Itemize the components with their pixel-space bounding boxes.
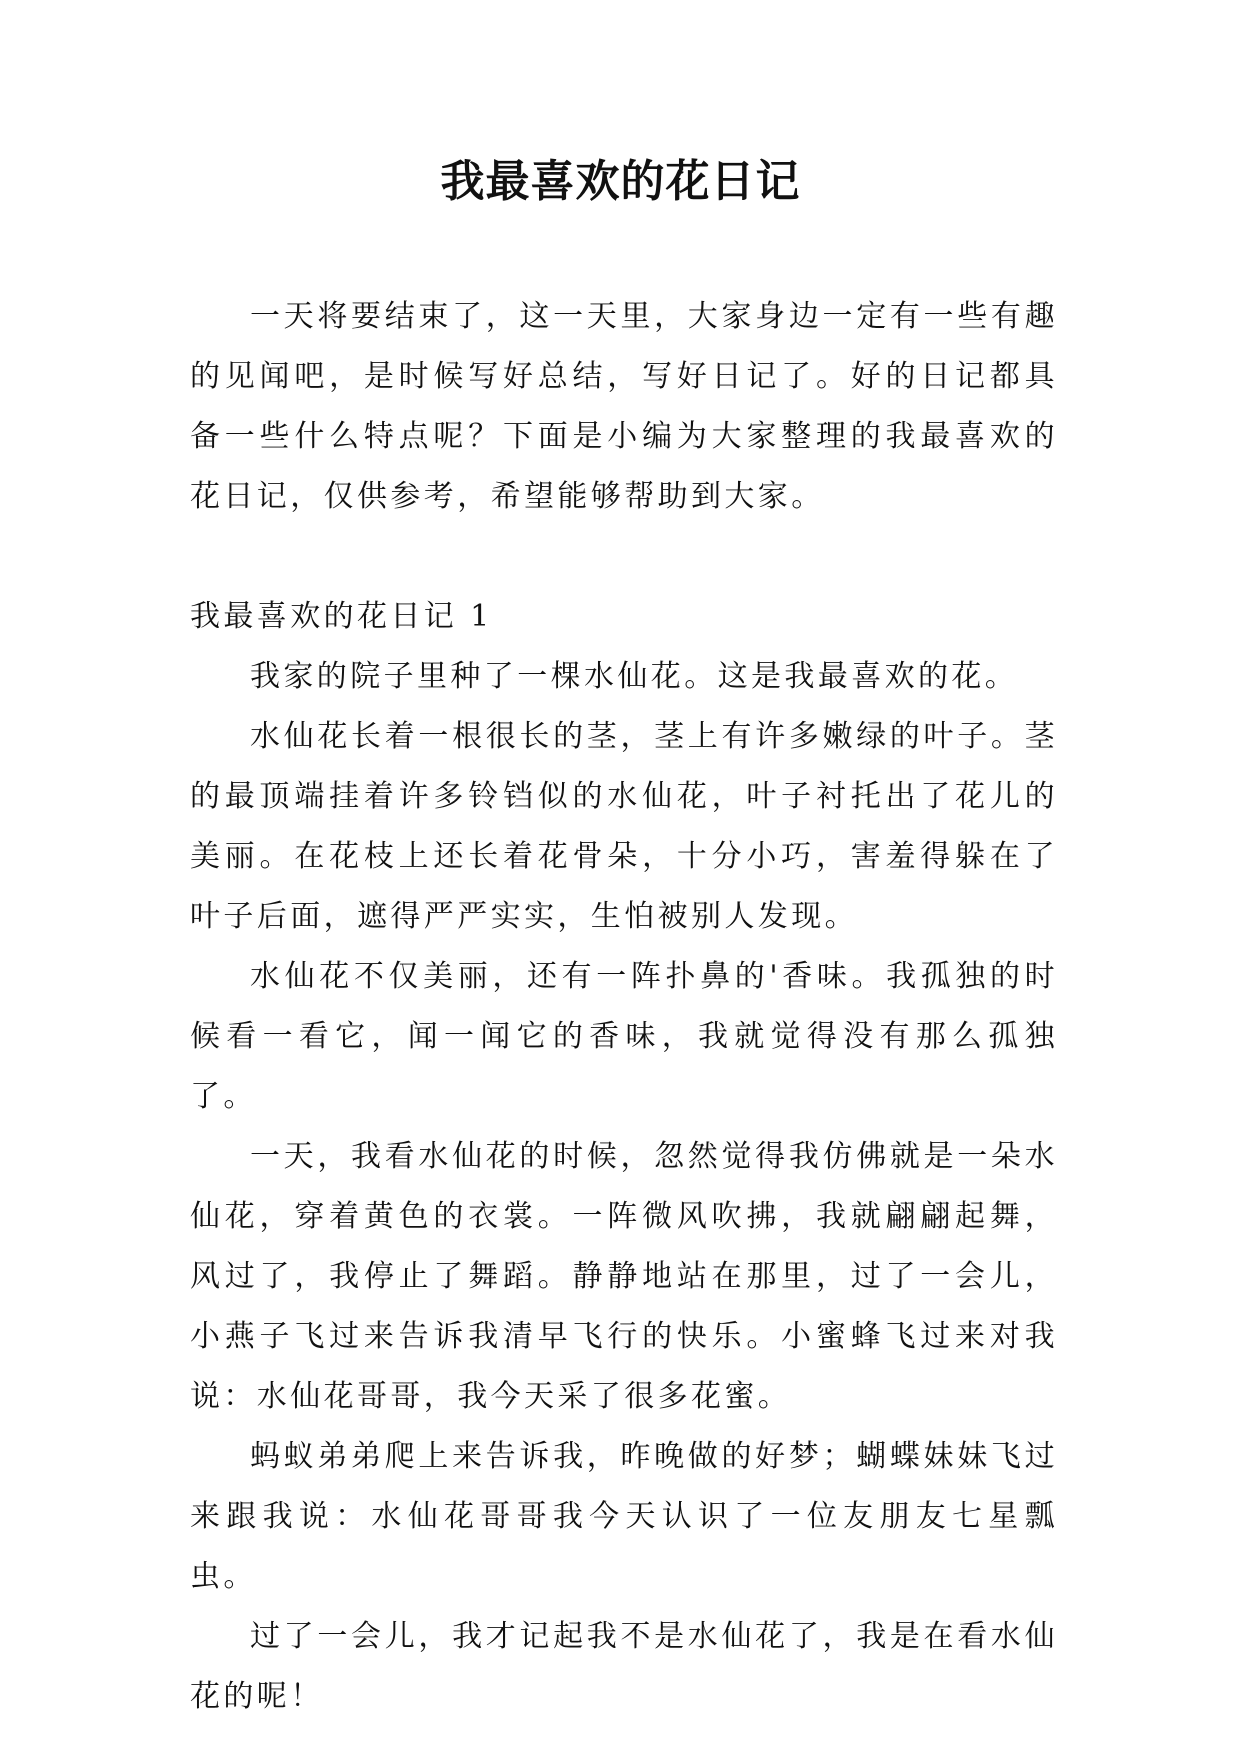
body-paragraph: 我家的院子里种了一棵水仙花。这是我最喜欢的花。 <box>250 659 1019 694</box>
body-paragraph: 水仙花不仅美丽，还有一阵扑鼻的'香味。我孤独的时候看一看它，闻一闻它的香味，我就觉得没有那么孤独了。 <box>190 959 1058 1114</box>
paragraph-gap <box>190 527 1058 587</box>
body-paragraph: 水仙花长着一根很长的茎，茎上有许多嫩绿的叶子。茎的最顶端挂着许多铃铛似的水仙花，叶子衬托出了花儿的美丽。在花枝上还长着花骨朵，十分小巧，害羞得躲在了叶子后面，遮得严严实实，生怕被别人发现。 <box>190 719 1058 934</box>
document-title: 我最喜欢的花日记 <box>440 156 801 207</box>
body-paragraph: 过了一会儿，我才记起我不是水仙花了，我是在看水仙花的呢！ <box>190 1619 1058 1714</box>
section-heading: 我最喜欢的花日记 1 <box>190 599 493 634</box>
body-paragraph: 蚂蚁弟弟爬上来告诉我，昨晚做的好梦；蝴蝶妹妹飞过来跟我说：水仙花哥哥我今天认识了一位友朋友七星瓢虫。 <box>190 1439 1058 1594</box>
intro-paragraph: 一天将要结束了，这一天里，大家身边一定有一些有趣的见闻吧，是时候写好总结，写好日记了。好的日记都具备一些什么特点呢？下面是小编为大家整理的我最喜欢的花日记，仅供参考，希望能够帮助到大家。 <box>190 299 1058 514</box>
document-body <box>190 287 1058 1727</box>
body-paragraph: 一天，我看水仙花的时候，忽然觉得我仿佛就是一朵水仙花，穿着黄色的衣裳。一阵微风吹拂，我就翩翩起舞，风过了，我停止了舞蹈。静静地站在那里，过了一会儿，小燕子飞过来告诉我清早飞行的快乐。小蜜蜂飞过来对我说：水仙花哥哥，我今天采了很多花蜜。 <box>190 1139 1058 1414</box>
